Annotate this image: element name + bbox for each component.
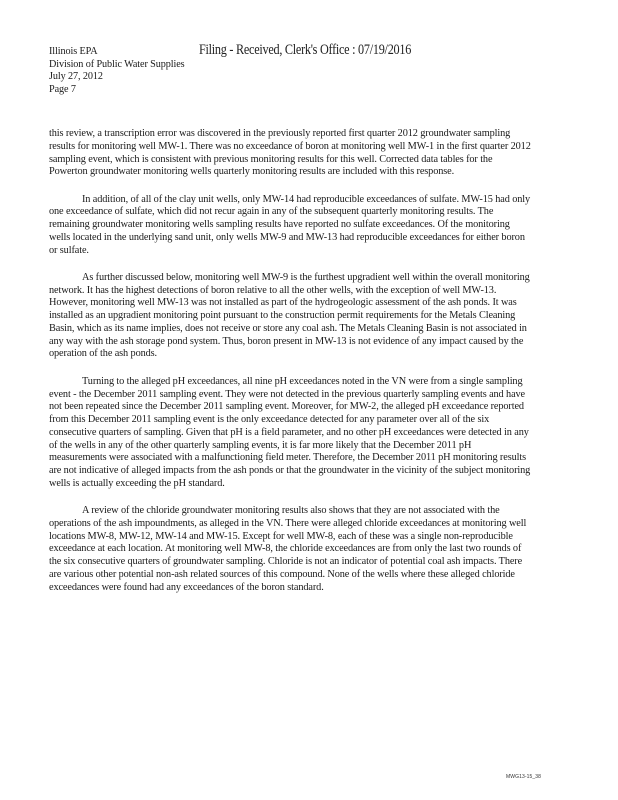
letter-body <box>49 128 531 609</box>
filing-stamp: Filing - Received, Clerk's Office : 07/19/2016 <box>199 42 412 58</box>
paragraph-upgradient-well: As further discussed below, monitoring well MW-9 is the furthest upgradient well within the overall monitoring network. It has the highest detections of boron relative to all the other wells, with the exception of well MW-13. However, monitoring well MW-13 was not installed as part of the hydrogeologic assessment of the ash ponds. It was installed as an upgradient monitoring point pursuant to the construction permit requirements for the Metals Cleaning Basin, which as its name implies, does not receive or store any coal ash. The Metals Cleaning Basin is not associated in any way with the ash storage pond system. Thus, boron present in MW-13 is not evidence of any impact caused by the operation of the ash ponds. <box>49 271 530 360</box>
header-division: Division of Public Water Supplies <box>49 58 185 70</box>
header-date: July 27, 2012 <box>49 71 103 83</box>
header-agency: Illinois EPA <box>49 46 98 57</box>
header-page-number: Page 7 <box>49 83 76 95</box>
paragraph-ph-exceedances: Turning to the alleged pH exceedances, all nine pH exceedances noted in the VN were from a single sampling event - the December 2011 sampling event. They were not detected in the previous quarterly sampling events and have not been repeated since the December 2011 sampling event. Moreover, for MW-2, the alleged pH exceedance reported from this December 2011 sampling event is the only exceedance detected for any parameter over all of the six consecutive quarters of sampling. Given that pH is a field parameter, and no other pH exceedances were detected in any of the wells in any of the other quarterly sampling events, it is far more likely that the December 2011 pH measurements were associated with a malfunctioning field meter. Therefore, the December 2011 pH monitoring results are not indicative of alleged impacts from the ash ponds or that the groundwater in the vicinity of the subject monitoring wells is actually exceeding the pH standard. <box>49 375 531 489</box>
paragraph-sulfate-exceedances: In addition, of all of the clay unit wells, only MW-14 had reproducible exceedances of sulfate. MW-15 had only one exceedance of sulfate, which did not recur again in any of the subsequent quarterly monitoring results. The remaining groundwater monitoring wells sampling results have reported no sulfate exceedances. Of the monitoring wells located in the underlying sand unit, only wells MW-9 and MW-13 had reproducible exceedances for either boron or sulfate. <box>49 193 531 256</box>
paragraph-chloride-review: A review of the chloride groundwater monitoring results also shows that they are not associated with the operations of the ash impoundments, as alleged in the VN. There were alleged chloride exceedances at monitoring well locations MW-8, MW-12, MW-14 and MW-15. Except for well MW-8, each of these was a single non-reproducible exceedance at each location. At monitoring well MW-8, the chloride exceedances are from only the last two rounds of the six consecutive quarters of groundwater sampling. Chloride is not an indicator of potential coal ash impacts. There are various other potential non-ash related sources of this compound. None of the wells where these alleged chloride exceedances were found had any exceedances of the boron standard. <box>49 505 527 593</box>
bates-number: MWG13-15_38 <box>506 774 542 780</box>
letter-header <box>49 46 184 96</box>
paragraph-transcription-error: this review, a transcription error was discovered in the previously reported first quarter 2012 groundwater sampling results for monitoring well MW-1. There was no exceedance of boron at monitoring well MW-1 in the first quarter 2012 sampling event, which is consistent with previous monitoring results for this well. Corrected data tables for the Powerton groundwater monitoring wells quarterly monitoring results are included with this response. <box>49 128 531 178</box>
